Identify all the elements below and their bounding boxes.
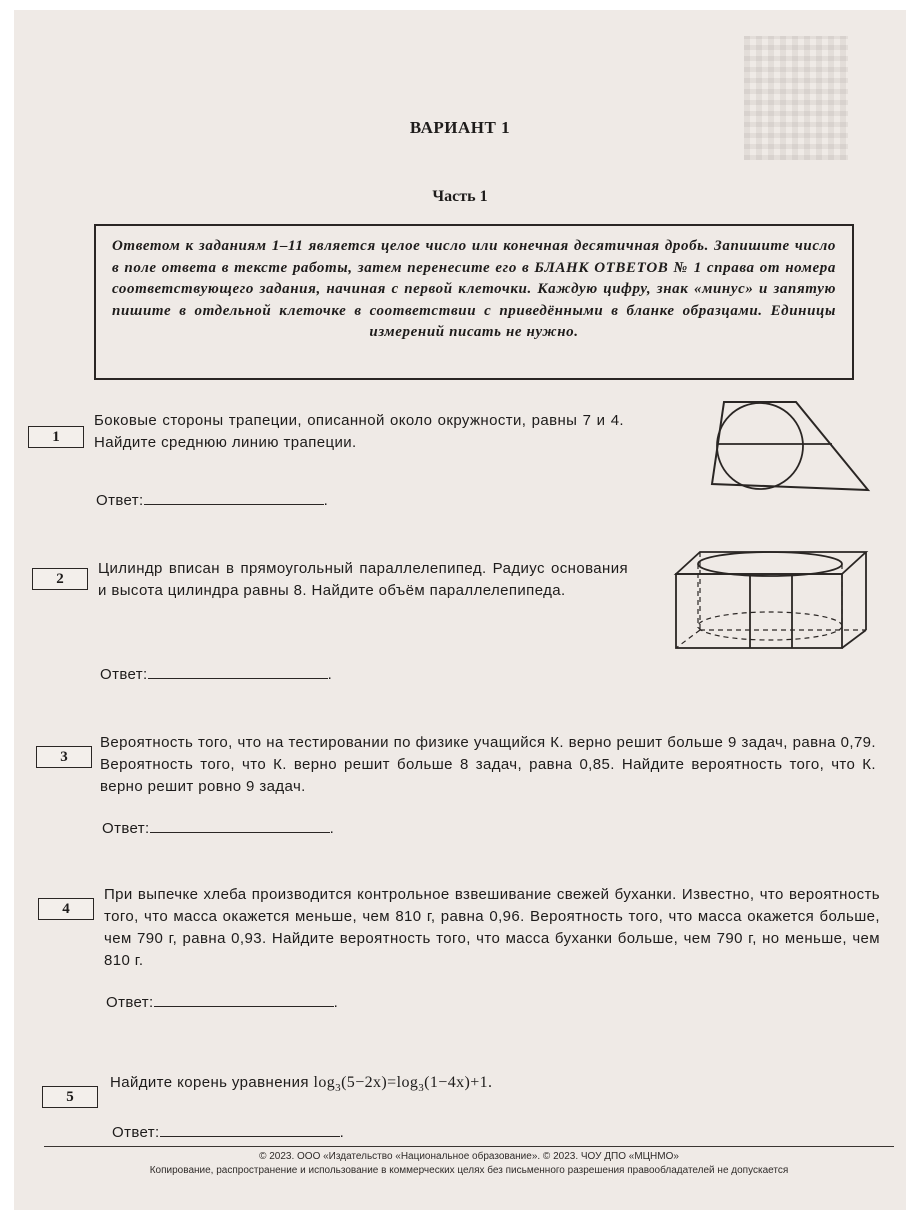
task-number-2: 2 [32, 568, 88, 590]
task-text-5 [110, 1072, 810, 1099]
answer-line[interactable] [150, 818, 330, 833]
task-text-1: Боковые стороны трапеции, описанной около окружности, равны 7 и 4. Найдите среднюю линию трапеции. [94, 412, 624, 451]
answer-label: Ответ: [112, 1124, 160, 1141]
answer-label: Ответ: [102, 820, 150, 837]
task-text-2: Цилиндр вписан в прямоугольный параллелепипед. Радиус основания и высота цилиндра равны 8. Найдите объём параллелепипеда. [98, 560, 628, 599]
answer-line[interactable] [144, 490, 324, 505]
answer-field-3[interactable]: Ответ: . [102, 820, 335, 837]
answer-line[interactable] [154, 992, 334, 1007]
part-title: Часть 1 [432, 188, 488, 205]
footer-divider [44, 1146, 894, 1147]
answer-field-2[interactable]: Ответ: . [100, 666, 333, 683]
task-text-3: Вероятность того, что на тестировании по физике учащийся К. верно решит больше 9 задач, равна 0,79. Вероятность того, что К. верно решит больше 8 задач, равна 0,85. Найдите вероятность того, что К. верно решит ровно 9 задач. [100, 734, 876, 795]
answer-line[interactable] [148, 664, 328, 679]
log-equation: $\log_3(5-2x)=\log_3(1-4x)+1$. [313, 1074, 493, 1095]
answer-field-1[interactable]: Ответ: . [96, 492, 329, 509]
qr-code-showthrough [744, 36, 848, 160]
task-number-1: 1 [28, 426, 84, 448]
task-number-5: 5 [42, 1086, 98, 1108]
footer-copyright: © 2023. ООО «Издательство «Национальное образование». © 2023. ЧОУ ДПО «МЦНМО» [259, 1151, 679, 1162]
trapezoid-figure [704, 398, 874, 498]
task-text-4: При выпечке хлеба производится контрольное взвешивание свежей буханки. Известно, что вероятность того, что масса окажется меньше, чем 810 г, равна 0,96. Вероятность того, что масса окажется больше, чем 790 г, равна 0,93. Найдите вероятность того, что масса буханки больше, чем 790 г, но меньше, чем 810 г. [104, 886, 880, 969]
instructions-box: Ответом к заданиям 1–11 является целое число или конечная десятичная дробь. Запишите число в поле ответа в тексте работы, затем перенесите его в БЛАНК ОТВЕТОВ № 1 справа от номера соответствующего задания, начиная с первой клеточки. Каждую цифру, знак «минус» и запятую пишите в отдельной клеточке в соответствии с приведёнными в бланке образцами. Единицы измерений писать не нужно. [94, 224, 854, 380]
exam-page [14, 10, 906, 1210]
answer-label: Ответ: [96, 492, 144, 509]
answer-field-5[interactable]: Ответ: . [112, 1124, 345, 1141]
variant-title: ВАРИАНТ 1 [409, 118, 511, 137]
answer-field-4[interactable]: Ответ: . [106, 994, 339, 1011]
answer-line[interactable] [160, 1122, 340, 1137]
answer-label: Ответ: [106, 994, 154, 1011]
equation-prompt: Найдите корень уравнения [110, 1074, 309, 1091]
task-number-4: 4 [38, 898, 94, 920]
footer-notice: Копирование, распространение и использование в коммерческих целях без письменного разрешения правообладателей не допускается [149, 1165, 789, 1176]
task-number-3: 3 [36, 746, 92, 768]
answer-label: Ответ: [100, 666, 148, 683]
cylinder-in-box-figure [670, 544, 874, 654]
